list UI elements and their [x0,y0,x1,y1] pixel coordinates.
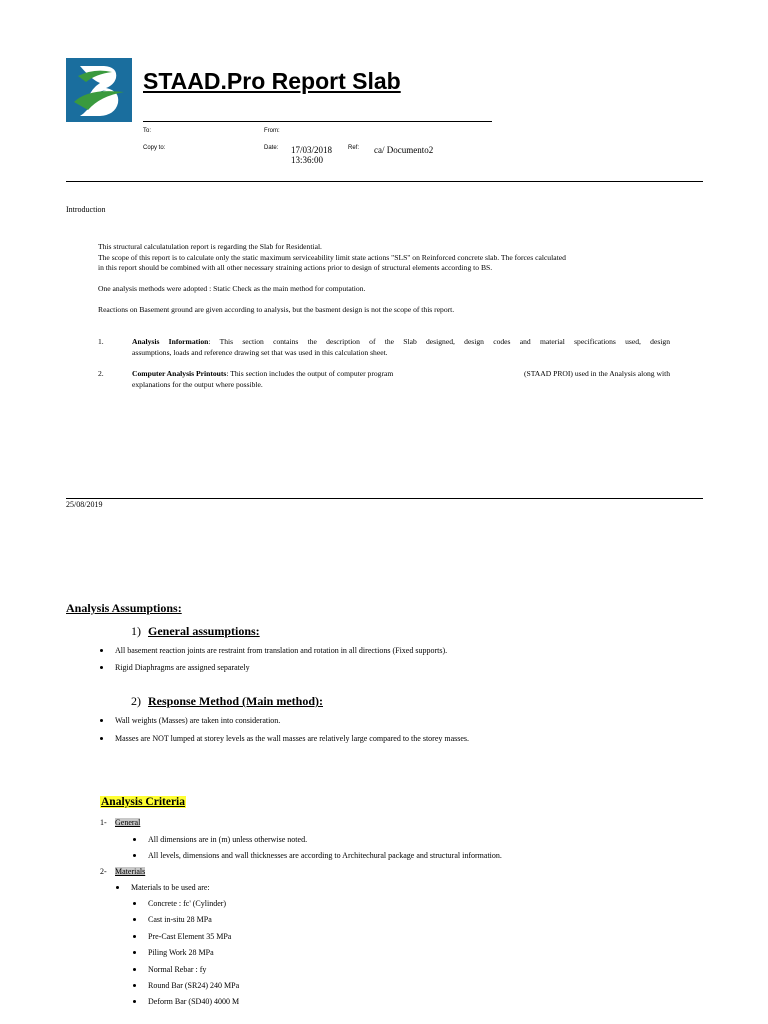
bullet-icon [100,737,103,740]
bullet-icon [100,649,103,652]
list-item: Round Bar (SR24) 240 MPa [133,981,239,990]
intro-item-2-number: 2. [98,369,104,378]
response-method-title: Response Method (Main method): [148,694,323,708]
intro-item-1-bold: Analysis Information [132,337,209,346]
date-label: Date: [264,145,279,151]
bullet-icon [100,719,103,722]
bullet-icon [133,854,136,857]
response-method-heading [131,694,323,709]
list-item: Rigid Diaphragms are assigned separately [100,663,250,672]
date-value: 17/03/2018 [291,145,333,155]
list-item: Materials to be used are: [116,883,210,892]
list-item: Masses are NOT lumped at storey levels as the wall masses are relatively large compared to the storey masses. [100,734,469,743]
intro-paragraph-2: One analysis methods were adopted : Static Check as the main method for computation. [98,284,366,293]
list-item: All levels, dimensions and wall thicknesses are according to Architechural package and structural information. [133,851,502,860]
intro-item-1-number: 1. [98,337,104,346]
intro-item-2-line2: explanations for the output where possible. [132,379,263,389]
criteria-general-number: 1- [100,818,107,827]
logo-b-icon [66,58,132,122]
list-item: All dimensions are in (m) unless otherwise noted. [133,835,307,844]
ref-value: ca/ Documento2 [374,145,434,155]
intro-p1-line3: in this report should be combined with all other necessary straining actions prior to design of structural elements according to BS. [98,263,493,272]
criteria-materials-label: Materials [115,867,146,876]
intro-item-2 [132,369,670,390]
staad-logo [66,58,132,122]
criteria-general-label: General [115,818,141,827]
to-label: To: [143,128,152,134]
bullet-icon [133,984,136,987]
bullet-icon [133,838,136,841]
bullet-icon [133,902,136,905]
intro-item-1 [132,337,670,358]
list-item: Concrete : fc' (Cylinder) [133,899,226,908]
assumptions-heading: Analysis Assumptions: [66,601,182,615]
general-assumptions-heading [131,624,260,639]
criteria-heading: Analysis Criteria [101,796,186,808]
ref-label: Ref: [348,145,360,151]
list-item: Piling Work 28 MPa [133,948,214,957]
from-label: From: [264,128,280,134]
response-method-number: 2) [131,694,141,708]
copy-to-label: Copy to: [143,145,166,151]
list-item: Deform Bar (SD40) 4000 M [133,997,239,1006]
bullet-icon [133,918,136,921]
bullet-icon [116,886,119,889]
list-item: Cast in-situ 28 MPa [133,915,212,924]
footer-divider [66,498,703,499]
intro-p1-line2: The scope of this report is to calculate only the static maximum serviceability limit state actions "SLS" on Reinforced concrete slab. The forces calculated [98,252,566,262]
time-value: 13:36:00 [291,155,324,165]
list-item: Wall weights (Masses) are taken into consideration. [100,716,280,725]
intro-item-1-line2: assumptions, loads and reference drawing set that was used in this calculation sheet. [132,347,388,357]
footer-date: 25/08/2019 [66,500,103,509]
intro-item-2-bold: Computer Analysis Printouts [132,369,227,378]
list-item: All basement reaction joints are restraint from translation and rotation in all directions (Fixed supports). [100,646,447,655]
title-underline-rule [143,121,492,122]
page-title: STAAD.Pro Report Slab [143,68,401,94]
list-item: Normal Rebar : fy [133,965,206,974]
list-item: Pre-Cast Element 35 MPa [133,932,231,941]
intro-paragraph-3: Reactions on Basement ground are given according to analysis, but the basment design is not the scope of this report. [98,305,455,314]
intro-heading: Introduction [66,205,106,214]
intro-item-2-line1b: (STAAD PROI) used in the Analysis along with [524,369,670,378]
bullet-icon [133,951,136,954]
intro-item-2-line1a: : This section includes the output of computer program [226,369,394,378]
intro-item-1-line1: : This section contains the description of the Slab designed, design codes and material specifications used, design [208,337,670,346]
bullet-icon [133,935,136,938]
bullet-icon [133,968,136,971]
general-assumptions-number: 1) [131,624,141,638]
general-assumptions-title: General assumptions: [148,624,260,638]
bullet-icon [133,1000,136,1003]
bullet-icon [100,666,103,669]
criteria-materials-number: 2- [100,867,107,876]
intro-p1-line1: This structural calculatulation report is regarding the Slab for Residential. [98,242,322,251]
header-divider [66,181,703,182]
intro-paragraph-1 [98,242,670,274]
